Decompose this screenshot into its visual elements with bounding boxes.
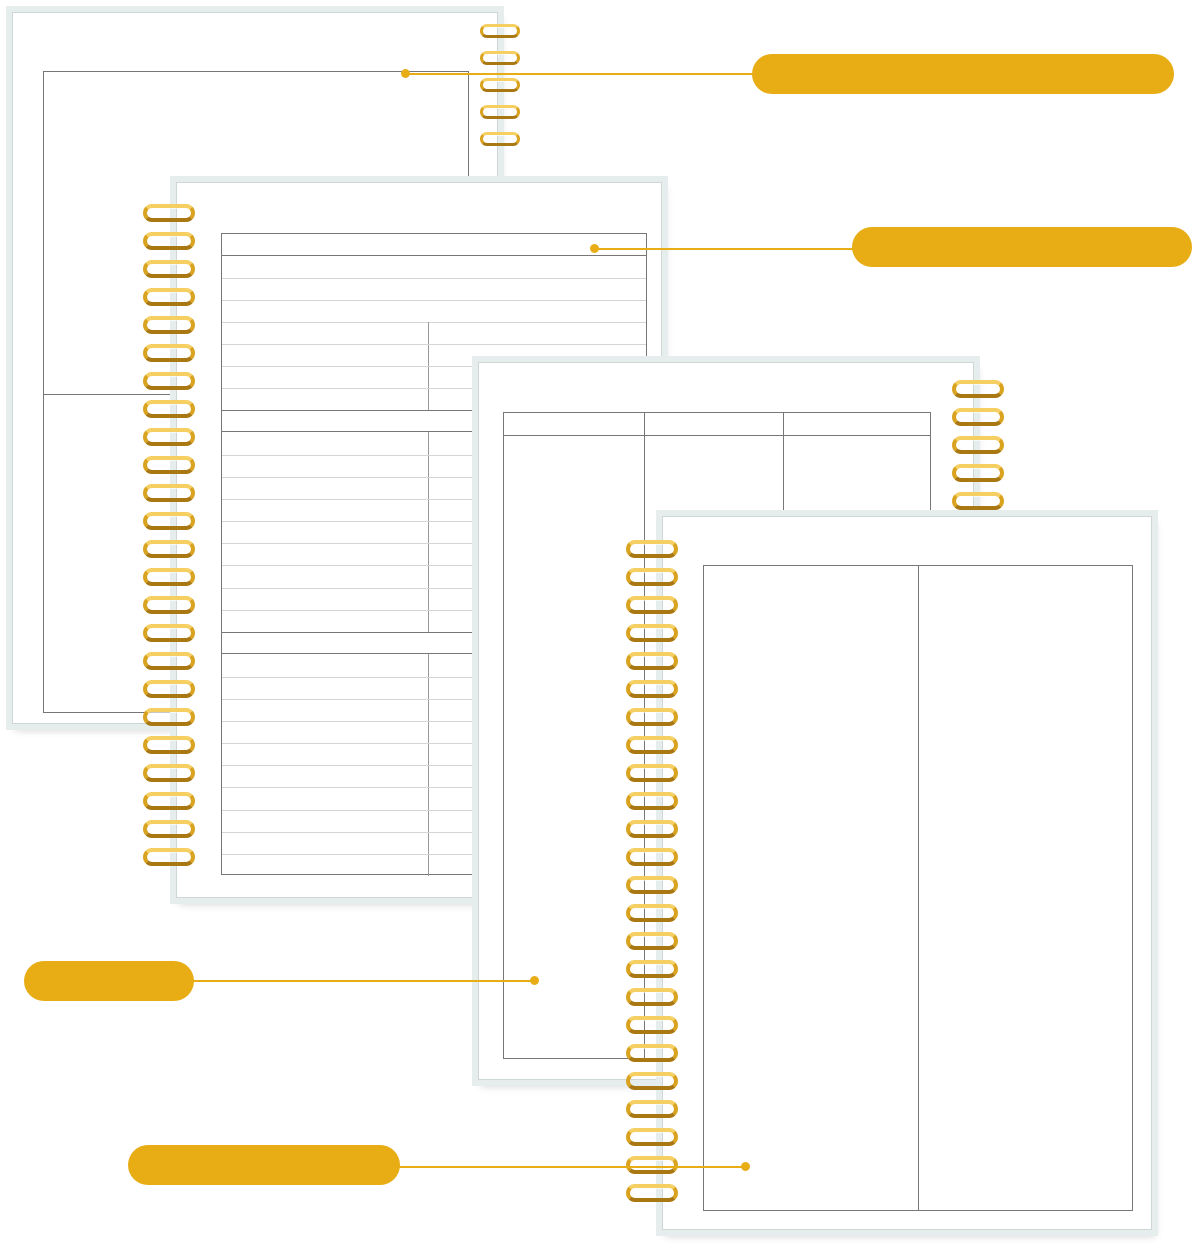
column-divider — [428, 432, 429, 632]
spiral-ring — [143, 204, 195, 222]
spiral-ring — [626, 736, 678, 754]
column-divider — [918, 566, 919, 1210]
spiral-binding-contacts — [952, 380, 1004, 520]
spiral-binding-personal — [143, 204, 195, 876]
spiral-ring — [143, 232, 195, 250]
spiral-ring — [952, 380, 1004, 398]
rule-line — [222, 322, 646, 323]
spiral-ring — [143, 624, 195, 642]
spiral-ring — [952, 436, 1004, 454]
spiral-ring — [143, 344, 195, 362]
spiral-ring — [143, 540, 195, 558]
spiral-ring — [143, 848, 195, 866]
spiral-ring — [143, 736, 195, 754]
spiral-ring — [626, 1156, 678, 1174]
spiral-ring — [626, 932, 678, 950]
contacts-connector-line — [190, 980, 534, 982]
spiral-ring — [480, 105, 520, 119]
spiral-ring — [143, 400, 195, 418]
yearly-connector-line — [405, 73, 755, 75]
personal-connector-line — [594, 248, 856, 250]
contacts-table-header — [504, 413, 930, 436]
spiral-binding-yearly — [480, 24, 520, 159]
spiral-ring — [626, 708, 678, 726]
spiral-binding-dates — [626, 540, 678, 1212]
contacts-connector-dot — [530, 976, 539, 985]
callout-personal-information — [852, 227, 1192, 267]
spiral-ring — [143, 708, 195, 726]
spiral-ring — [143, 484, 195, 502]
spiral-ring — [143, 764, 195, 782]
spiral-ring — [143, 820, 195, 838]
spiral-ring — [626, 792, 678, 810]
important-dates-grid — [703, 565, 1133, 1211]
spiral-ring — [626, 1016, 678, 1034]
spiral-ring — [952, 492, 1004, 510]
spiral-ring — [480, 78, 520, 92]
spiral-ring — [626, 764, 678, 782]
callout-contacts — [24, 961, 194, 1001]
rule-line — [222, 300, 646, 301]
spiral-ring — [626, 652, 678, 670]
rule-line — [222, 278, 646, 279]
personal-profile-header — [222, 234, 646, 256]
spiral-ring — [952, 408, 1004, 426]
spiral-ring — [143, 680, 195, 698]
spiral-ring — [626, 624, 678, 642]
spiral-ring — [626, 1128, 678, 1146]
spiral-ring — [143, 652, 195, 670]
dates-connector-dot — [741, 1162, 750, 1171]
spiral-ring — [626, 1044, 678, 1062]
spiral-ring — [143, 596, 195, 614]
spiral-ring — [143, 316, 195, 334]
spiral-ring — [143, 512, 195, 530]
spiral-ring — [480, 132, 520, 146]
callout-yearly-overview — [752, 54, 1174, 94]
spiral-ring — [626, 568, 678, 586]
spiral-ring — [626, 904, 678, 922]
personal-connector-dot — [590, 244, 599, 253]
spiral-ring — [626, 1100, 678, 1118]
spiral-ring — [480, 24, 520, 38]
spiral-ring — [626, 540, 678, 558]
spiral-ring — [143, 456, 195, 474]
spiral-ring — [626, 680, 678, 698]
spiral-ring — [143, 428, 195, 446]
rule-line — [222, 344, 646, 345]
spiral-ring — [143, 260, 195, 278]
spiral-ring — [952, 464, 1004, 482]
spiral-ring — [626, 596, 678, 614]
spiral-ring — [626, 988, 678, 1006]
spiral-ring — [143, 372, 195, 390]
spiral-ring — [626, 1072, 678, 1090]
important-dates-page — [662, 516, 1152, 1230]
spiral-ring — [626, 820, 678, 838]
spiral-ring — [143, 792, 195, 810]
spiral-ring — [626, 876, 678, 894]
spiral-ring — [626, 848, 678, 866]
dates-connector-line — [398, 1166, 744, 1168]
spiral-ring — [626, 1184, 678, 1202]
callout-important-dates — [128, 1145, 400, 1185]
spiral-ring — [480, 51, 520, 65]
spiral-ring — [143, 288, 195, 306]
spiral-ring — [143, 568, 195, 586]
spiral-ring — [626, 960, 678, 978]
yearly-connector-dot — [401, 69, 410, 78]
